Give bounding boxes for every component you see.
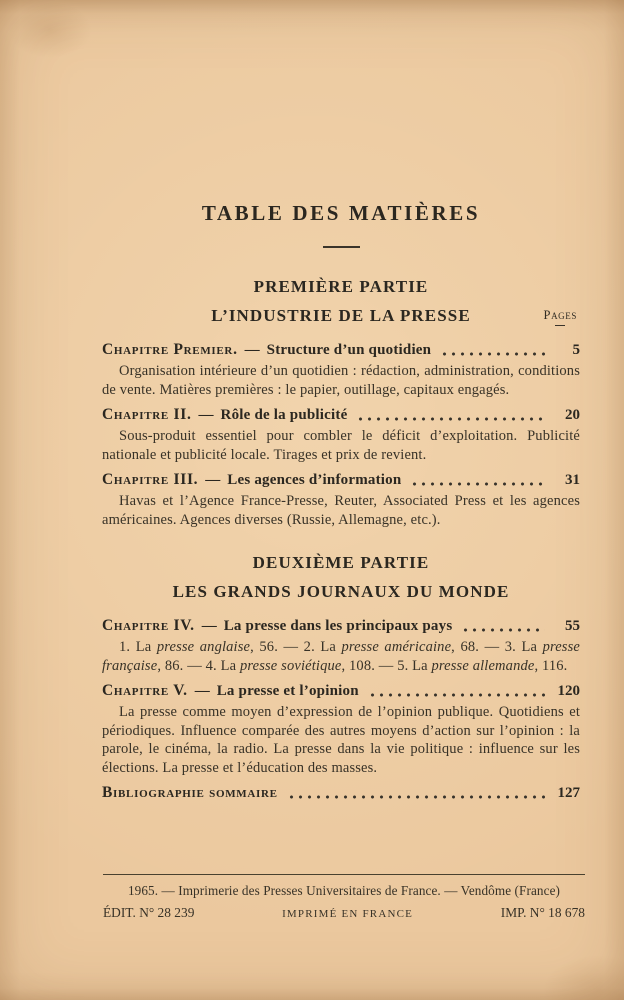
chapter-label: Chapitre IV. bbox=[102, 617, 195, 634]
pages-column-label-text: Pages bbox=[543, 308, 577, 322]
chapter-title: Rôle de la publicité bbox=[220, 407, 348, 423]
toc-entry-chapter-1 bbox=[102, 341, 580, 399]
title-divider-rule bbox=[323, 246, 360, 248]
toc-entry-heading bbox=[102, 617, 580, 635]
part-2-subheading: LES GRANDS JOURNAUX DU MONDE bbox=[172, 582, 510, 601]
chapter-title: Structure d’un quotidien bbox=[266, 342, 432, 358]
printed-in-france-label: IMPRIMÉ EN FRANCE bbox=[282, 908, 414, 920]
dot-leader bbox=[287, 795, 545, 799]
pages-column-label bbox=[544, 308, 577, 326]
toc-entry-bibliography bbox=[102, 784, 580, 802]
table-of-contents bbox=[102, 0, 580, 802]
toc-entry-heading bbox=[102, 784, 580, 802]
toc-entry-heading bbox=[102, 682, 580, 700]
toc-entry-chapter-3 bbox=[102, 471, 580, 529]
page-number: 5 bbox=[572, 342, 580, 358]
pages-column-dash bbox=[555, 325, 565, 326]
desc-segment-italic: presse anglaise bbox=[156, 639, 251, 655]
toc-entry-chapter-5 bbox=[102, 682, 580, 777]
chapter-title: La presse et l’opinion bbox=[216, 683, 359, 699]
page-title: TABLE DES MATIÈRES bbox=[201, 201, 481, 225]
chapter-label: Chapitre II. bbox=[102, 406, 192, 423]
dot-leader bbox=[356, 417, 545, 421]
desc-segment-italic: presse soviétique bbox=[239, 657, 342, 674]
em-dash: — bbox=[194, 683, 210, 699]
em-dash: — bbox=[198, 407, 214, 423]
colophon bbox=[103, 874, 585, 921]
toc-entry-heading bbox=[102, 341, 580, 359]
part-2 bbox=[102, 553, 580, 802]
chapter-title: Les agences d’information bbox=[227, 472, 402, 488]
part-1-heading: PREMIÈRE PARTIE bbox=[253, 277, 429, 296]
chapter-title: La presse dans les principaux pays bbox=[223, 618, 453, 634]
page-number: 31 bbox=[565, 472, 580, 488]
chapter-description bbox=[102, 638, 580, 675]
toc-entry-chapter-4 bbox=[102, 617, 580, 675]
em-dash: — bbox=[244, 342, 260, 358]
desc-segment: , 116. bbox=[534, 657, 568, 674]
imprint-numbers-line bbox=[103, 905, 585, 921]
imprint-line: 1965. — Imprimerie des Presses Universitaires de France. — Vendôme (France) bbox=[127, 883, 561, 898]
chapter-label: Chapitre V. bbox=[102, 682, 188, 699]
toc-entry-chapter-2 bbox=[102, 406, 580, 464]
colophon-rule bbox=[103, 874, 585, 875]
desc-segment: , 108. — 5. La bbox=[341, 657, 432, 674]
part-1 bbox=[102, 277, 580, 529]
imp-number: IMP. N° 18 678 bbox=[500, 905, 585, 920]
edit-number: ÉDIT. N° 28 239 bbox=[103, 905, 195, 920]
desc-segment: 1. La bbox=[119, 639, 157, 655]
dot-leader bbox=[461, 628, 545, 632]
desc-segment: , 68. — 3. La bbox=[451, 639, 543, 655]
chapter-description: Havas et l’Agence France-Presse, Reuter, Associated Press et les agences américaines. Agences diverses (Russie, Allemagne, etc.). bbox=[102, 493, 580, 528]
desc-segment-italic: presse allemande bbox=[431, 657, 535, 674]
dot-leader bbox=[410, 482, 545, 486]
part-2-heading: DEUXIÈME PARTIE bbox=[252, 553, 430, 572]
toc-entry-heading bbox=[102, 406, 580, 424]
desc-segment: , 56. — 2. La bbox=[250, 639, 342, 655]
chapter-description: Sous-produit essentiel pour combler le déficit d’exploitation. Publicité nationale et publicité locale. Tirages et prix de revient. bbox=[102, 428, 580, 463]
desc-segment-italic: presse américaine bbox=[341, 639, 452, 655]
toc-entry-heading bbox=[102, 471, 580, 489]
dot-leader bbox=[368, 693, 545, 697]
chapter-description: La presse comme moyen d’expression de l’opinion publique. Quotidiens et périodiques. Influence comparée des autres moyens d’action sur l’opinion : la parole, le cinéma, la radio. La presse dans la vie politique : influence sur les élections. La presse et l’éducation des masses. bbox=[102, 704, 580, 776]
em-dash: — bbox=[201, 618, 217, 634]
page-number: 127 bbox=[557, 785, 580, 801]
em-dash: — bbox=[205, 472, 221, 488]
chapter-label: Chapitre III. bbox=[102, 471, 199, 488]
desc-segment-italic: presse française bbox=[102, 639, 580, 674]
chapter-label: Chapitre Premier. bbox=[102, 341, 238, 358]
page-number: 20 bbox=[565, 407, 580, 423]
page-number: 120 bbox=[557, 683, 580, 699]
dot-leader bbox=[440, 352, 545, 356]
bibliography-label: Bibliographie sommaire bbox=[102, 784, 278, 801]
desc-segment: , 86. — 4. La bbox=[157, 657, 240, 674]
page-number: 55 bbox=[565, 618, 580, 634]
chapter-description: Organisation intérieure d’un quotidien : rédaction, administration, conditions de vente. Matières premières : le papier, outillage, capitaux engagés. bbox=[102, 363, 580, 398]
part-1-subheading: L’INDUSTRIE DE LA PRESSE bbox=[211, 306, 471, 325]
